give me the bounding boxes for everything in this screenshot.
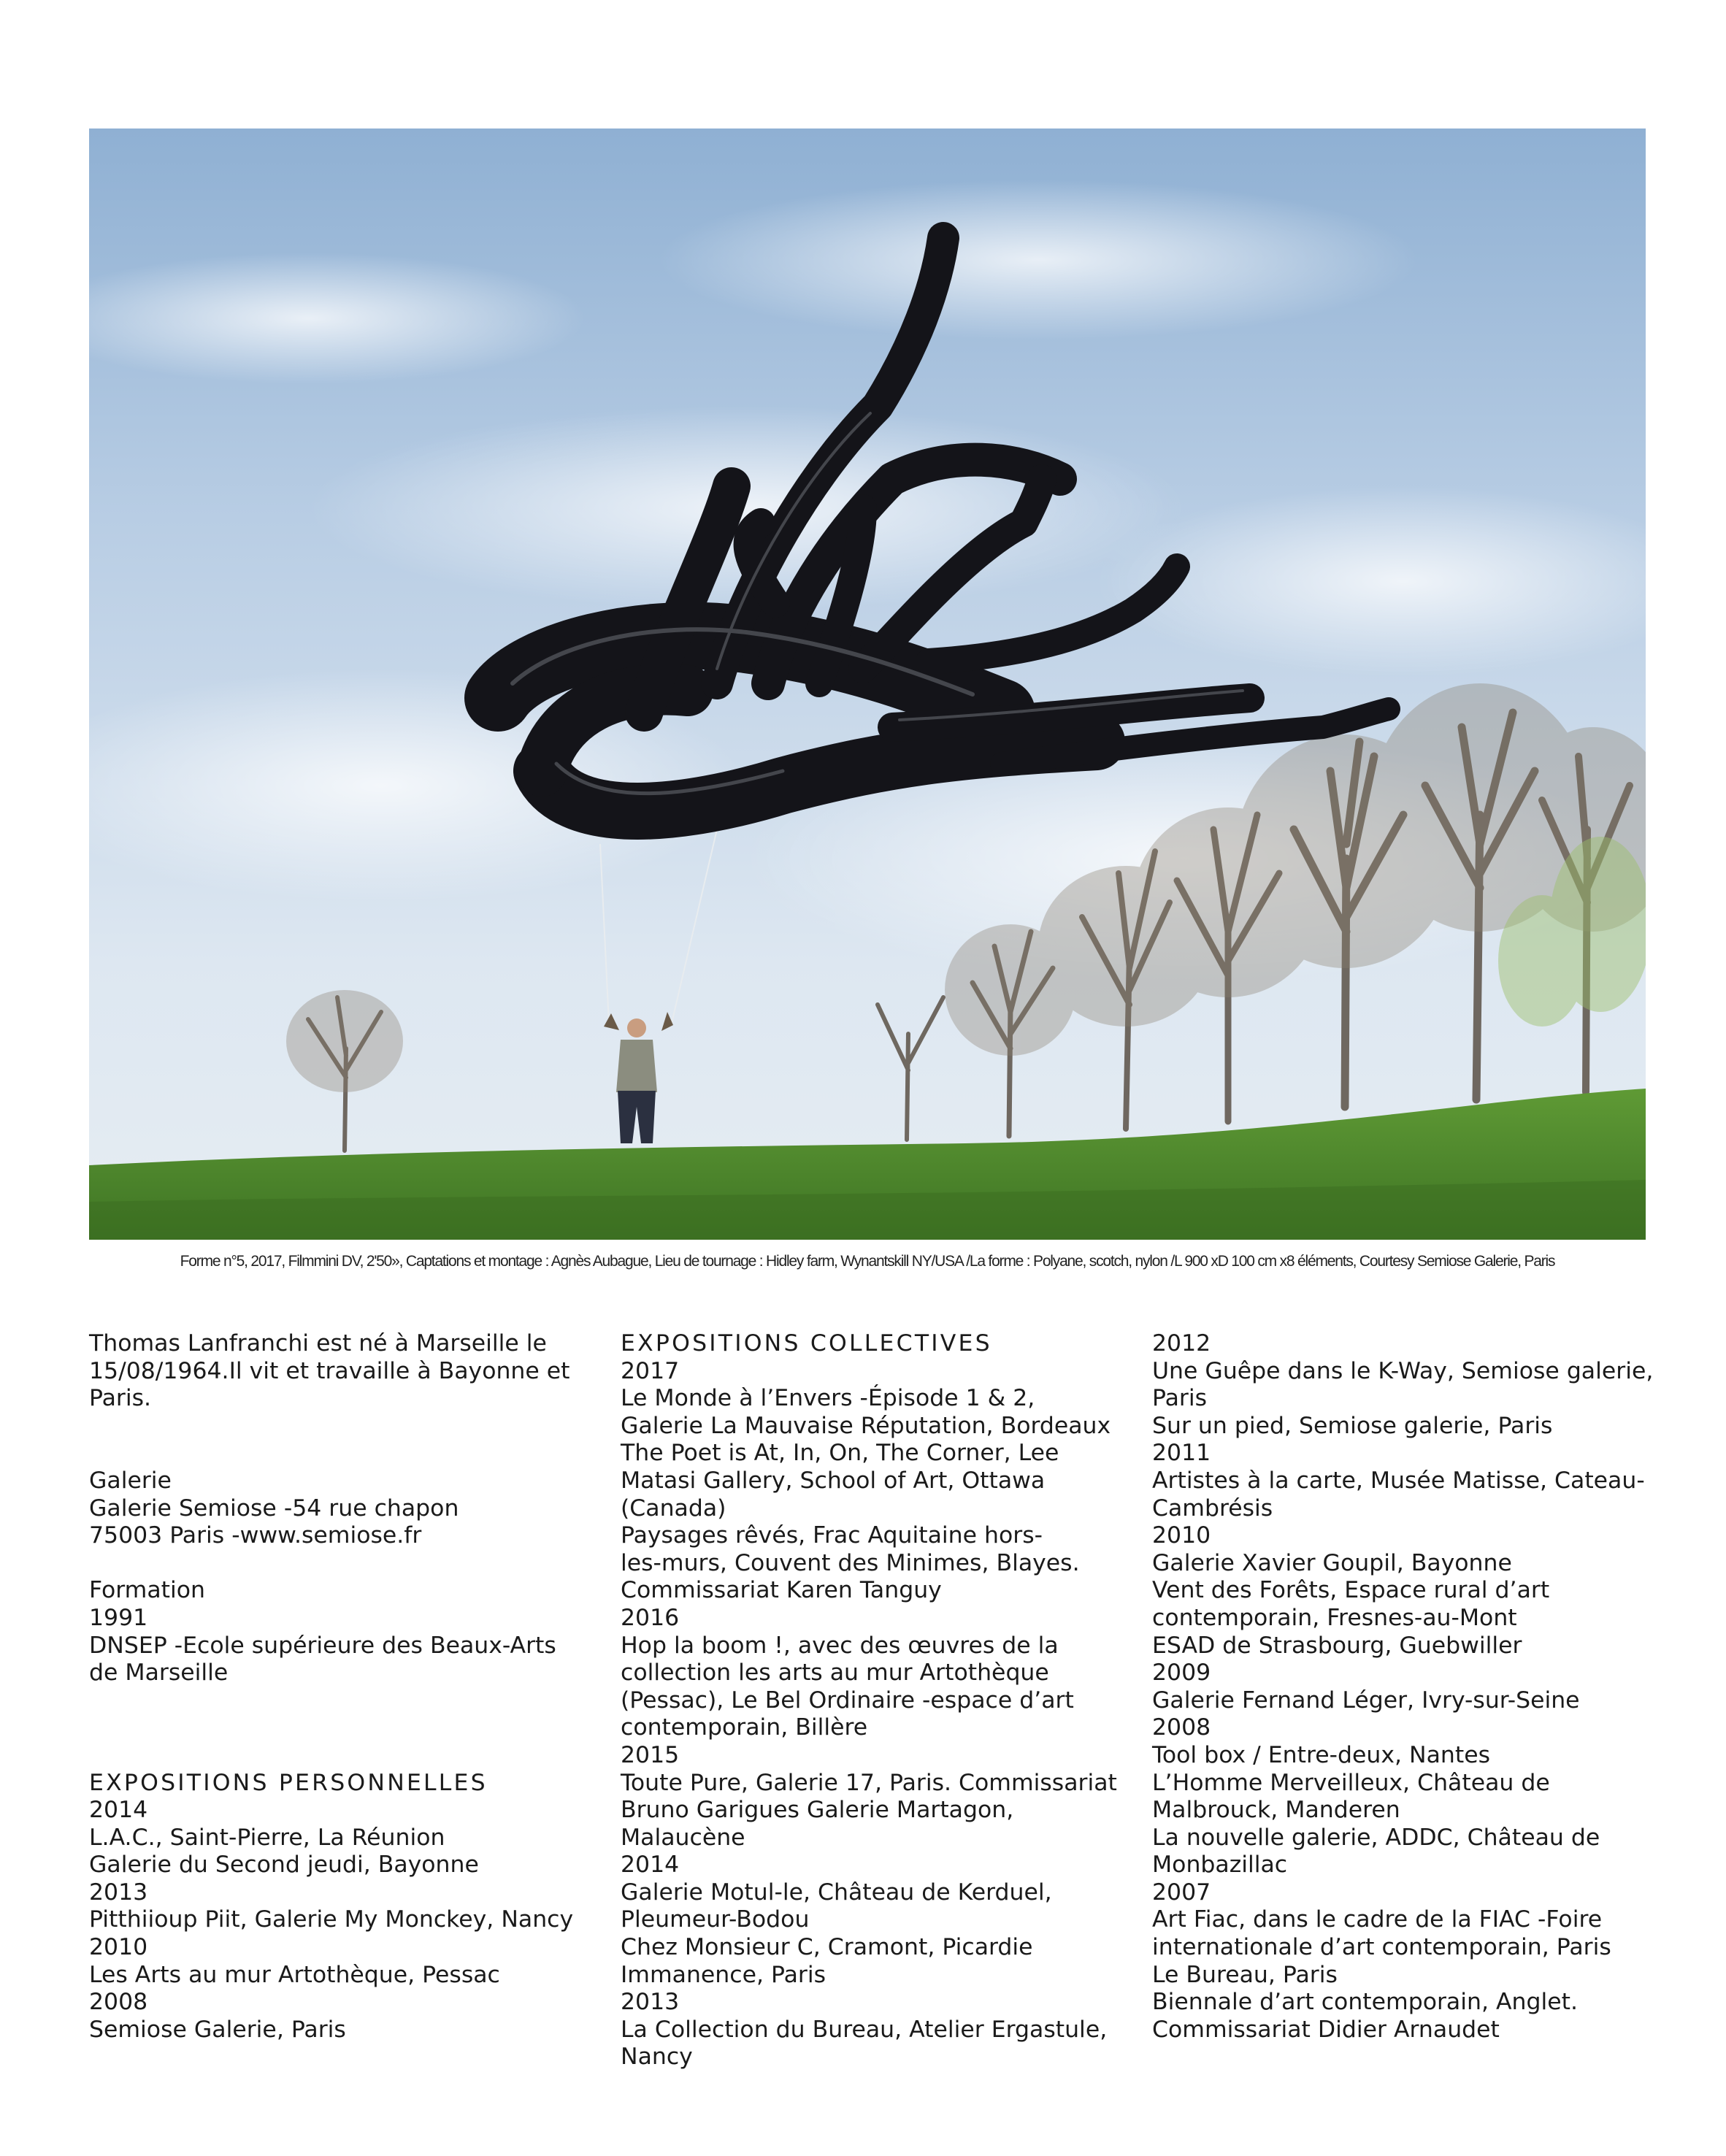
exhibition-line: 2011	[1152, 1440, 1211, 1467]
exhibition-line: 2012	[1152, 1330, 1211, 1357]
exhibition-line: 2010	[89, 1934, 148, 1961]
formation-label: Formation	[89, 1577, 205, 1604]
exhibition-line: La nouvelle galerie, ADDC, Château de	[1152, 1824, 1600, 1851]
exhibition-line: Galerie Fernand Léger, Ivry-sur-Seine	[1152, 1687, 1580, 1714]
exhibition-line: Chez Monsieur C, Cramont, Picardie	[621, 1934, 1033, 1961]
exhibition-line: 2009	[1152, 1660, 1211, 1687]
exhibition-line: Galerie Motul-le, Château de Kerduel,	[621, 1879, 1052, 1906]
exhibition-line: La Collection du Bureau, Atelier Ergastule,	[621, 2016, 1108, 2043]
exhibition-line: Galerie du Second jeudi, Bayonne	[89, 1852, 479, 1879]
exhibition-line: Malbrouck, Manderen	[1152, 1797, 1400, 1824]
galerie-address: Galerie Semiose -54 rue chapon	[89, 1495, 459, 1522]
photo-illustration	[89, 128, 1646, 1240]
exhibition-line: 2010	[1152, 1522, 1211, 1549]
exhibition-line: Sur un pied, Semiose galerie, Paris	[1152, 1412, 1553, 1439]
exhibition-line: 2014	[621, 1852, 680, 1879]
exhibition-line: 2007	[1152, 1879, 1211, 1906]
exhibition-line: Tool box / Entre-deux, Nantes	[1152, 1741, 1490, 1768]
galerie-label: Galerie	[89, 1467, 172, 1494]
exhibition-line: Commissariat Didier Arnaudet	[1152, 2016, 1500, 2043]
artwork-photo	[89, 128, 1646, 1240]
exhibition-line: Le Bureau, Paris	[1152, 1961, 1338, 1988]
section-heading-personnelles: EXPOSITIONS PERSONNELLES	[89, 1769, 488, 1796]
exhibition-line: 2013	[621, 1989, 680, 2016]
column-collectives-continued	[1152, 1330, 1654, 2044]
exhibition-line: (Canada)	[621, 1495, 726, 1522]
bio-line: Thomas Lanfranchi est né à Marseille le	[89, 1330, 547, 1357]
exhibition-line: (Pessac), Le Bel Ordinaire -espace d’art	[621, 1687, 1074, 1714]
formation-year: 1991	[89, 1604, 148, 1631]
exhibition-line: contemporain, Billère	[621, 1714, 868, 1741]
exhibition-line: Pleumeur-Bodou	[621, 1906, 810, 1933]
exhibition-line: 2008	[1152, 1714, 1211, 1741]
exhibition-line: Commissariat Karen Tanguy	[621, 1577, 942, 1604]
exhibition-line: Paysages rêvés, Frac Aquitaine hors-	[621, 1522, 1043, 1549]
exhibition-line: internationale d’art contemporain, Paris	[1152, 1934, 1611, 1961]
exhibition-line: Nancy	[621, 2044, 693, 2071]
bio-line: 15/08/1964.Il vit et travaille à Bayonne et	[89, 1357, 570, 1384]
bio-line: Paris.	[89, 1385, 152, 1412]
formation-line: DNSEP -Ecole supérieure des Beaux-Arts	[89, 1632, 556, 1659]
exhibition-line: 2013	[89, 1879, 148, 1906]
exhibition-line: 2008	[89, 1989, 148, 2016]
exhibition-line: Malaucène	[621, 1824, 745, 1851]
exhibition-line: les-murs, Couvent des Minimes, Blayes.	[621, 1549, 1080, 1576]
section-heading-collectives: EXPOSITIONS COLLECTIVES	[621, 1330, 992, 1357]
exhibition-line: Pitthiioup Piit, Galerie My Monckey, Nancy	[89, 1906, 574, 1933]
column-collectives	[621, 1330, 1117, 2071]
exhibition-line: ESAD de Strasbourg, Guebwiller	[1152, 1632, 1522, 1659]
photo-caption: Forme n°5, 2017, Filmmini DV, 2'50», Captations et montage : Agnès Aubague, Lieu de tournage : Hidley farm, Wynantskill NY/USA /La forme : Polyane, scotch, nylon /L 900 xD 100 cm x8 éléments, Courtesy Semiose Galerie, Paris	[180, 1253, 1555, 1270]
exhibition-line: Galerie Xavier Goupil, Bayonne	[1152, 1549, 1512, 1576]
column-biography	[89, 1330, 586, 2044]
exhibition-line: Les Arts au mur Artothèque, Pessac	[89, 1961, 500, 1988]
exhibition-line: Matasi Gallery, School of Art, Ottawa	[621, 1467, 1046, 1494]
exhibition-line: Galerie La Mauvaise Réputation, Bordeaux	[621, 1412, 1111, 1439]
exhibition-line: Hop la boom !, avec des œuvres de la	[621, 1632, 1059, 1659]
formation-line: de Marseille	[89, 1660, 229, 1687]
exhibition-line: Toute Pure, Galerie 17, Paris. Commissariat	[621, 1769, 1117, 1796]
exhibition-line: 2016	[621, 1604, 680, 1631]
exhibition-line: Art Fiac, dans le cadre de la FIAC -Foire	[1152, 1906, 1603, 1933]
exhibition-line: Cambrésis	[1152, 1495, 1273, 1522]
galerie-website: 75003 Paris -www.semiose.fr	[89, 1522, 422, 1549]
exhibition-line: Une Guêpe dans le K-Way, Semiose galerie,	[1152, 1357, 1654, 1384]
exhibition-line: Semiose Galerie, Paris	[89, 2016, 346, 2043]
exhibition-line: Biennale d’art contemporain, Anglet.	[1152, 1989, 1578, 2016]
exhibition-line: collection les arts au mur Artothèque	[621, 1660, 1049, 1687]
exhibition-line: Immanence, Paris	[621, 1961, 826, 1988]
exhibition-line: 2017	[621, 1357, 680, 1384]
exhibition-line: The Poet is At, In, On, The Corner, Lee	[621, 1440, 1059, 1467]
exhibition-line: Vent des Forêts, Espace rural d’art	[1152, 1577, 1550, 1604]
exhibition-line: Le Monde à l’Envers -Épisode 1 & 2,	[621, 1385, 1035, 1412]
exhibition-line: contemporain, Fresnes-au-Mont	[1152, 1604, 1517, 1631]
exhibition-line: Artistes à la carte, Musée Matisse, Cateau-	[1152, 1467, 1645, 1494]
exhibition-line: Bruno Garigues Galerie Martagon,	[621, 1797, 1014, 1824]
exhibition-line: 2014	[89, 1797, 148, 1824]
exhibition-line: Monbazillac	[1152, 1852, 1288, 1879]
exhibition-line: L’Homme Merveilleux, Château de	[1152, 1769, 1550, 1796]
exhibition-line: 2015	[621, 1741, 680, 1768]
exhibition-line: Paris	[1152, 1385, 1207, 1412]
exhibition-line: L.A.C., Saint-Pierre, La Réunion	[89, 1824, 445, 1851]
